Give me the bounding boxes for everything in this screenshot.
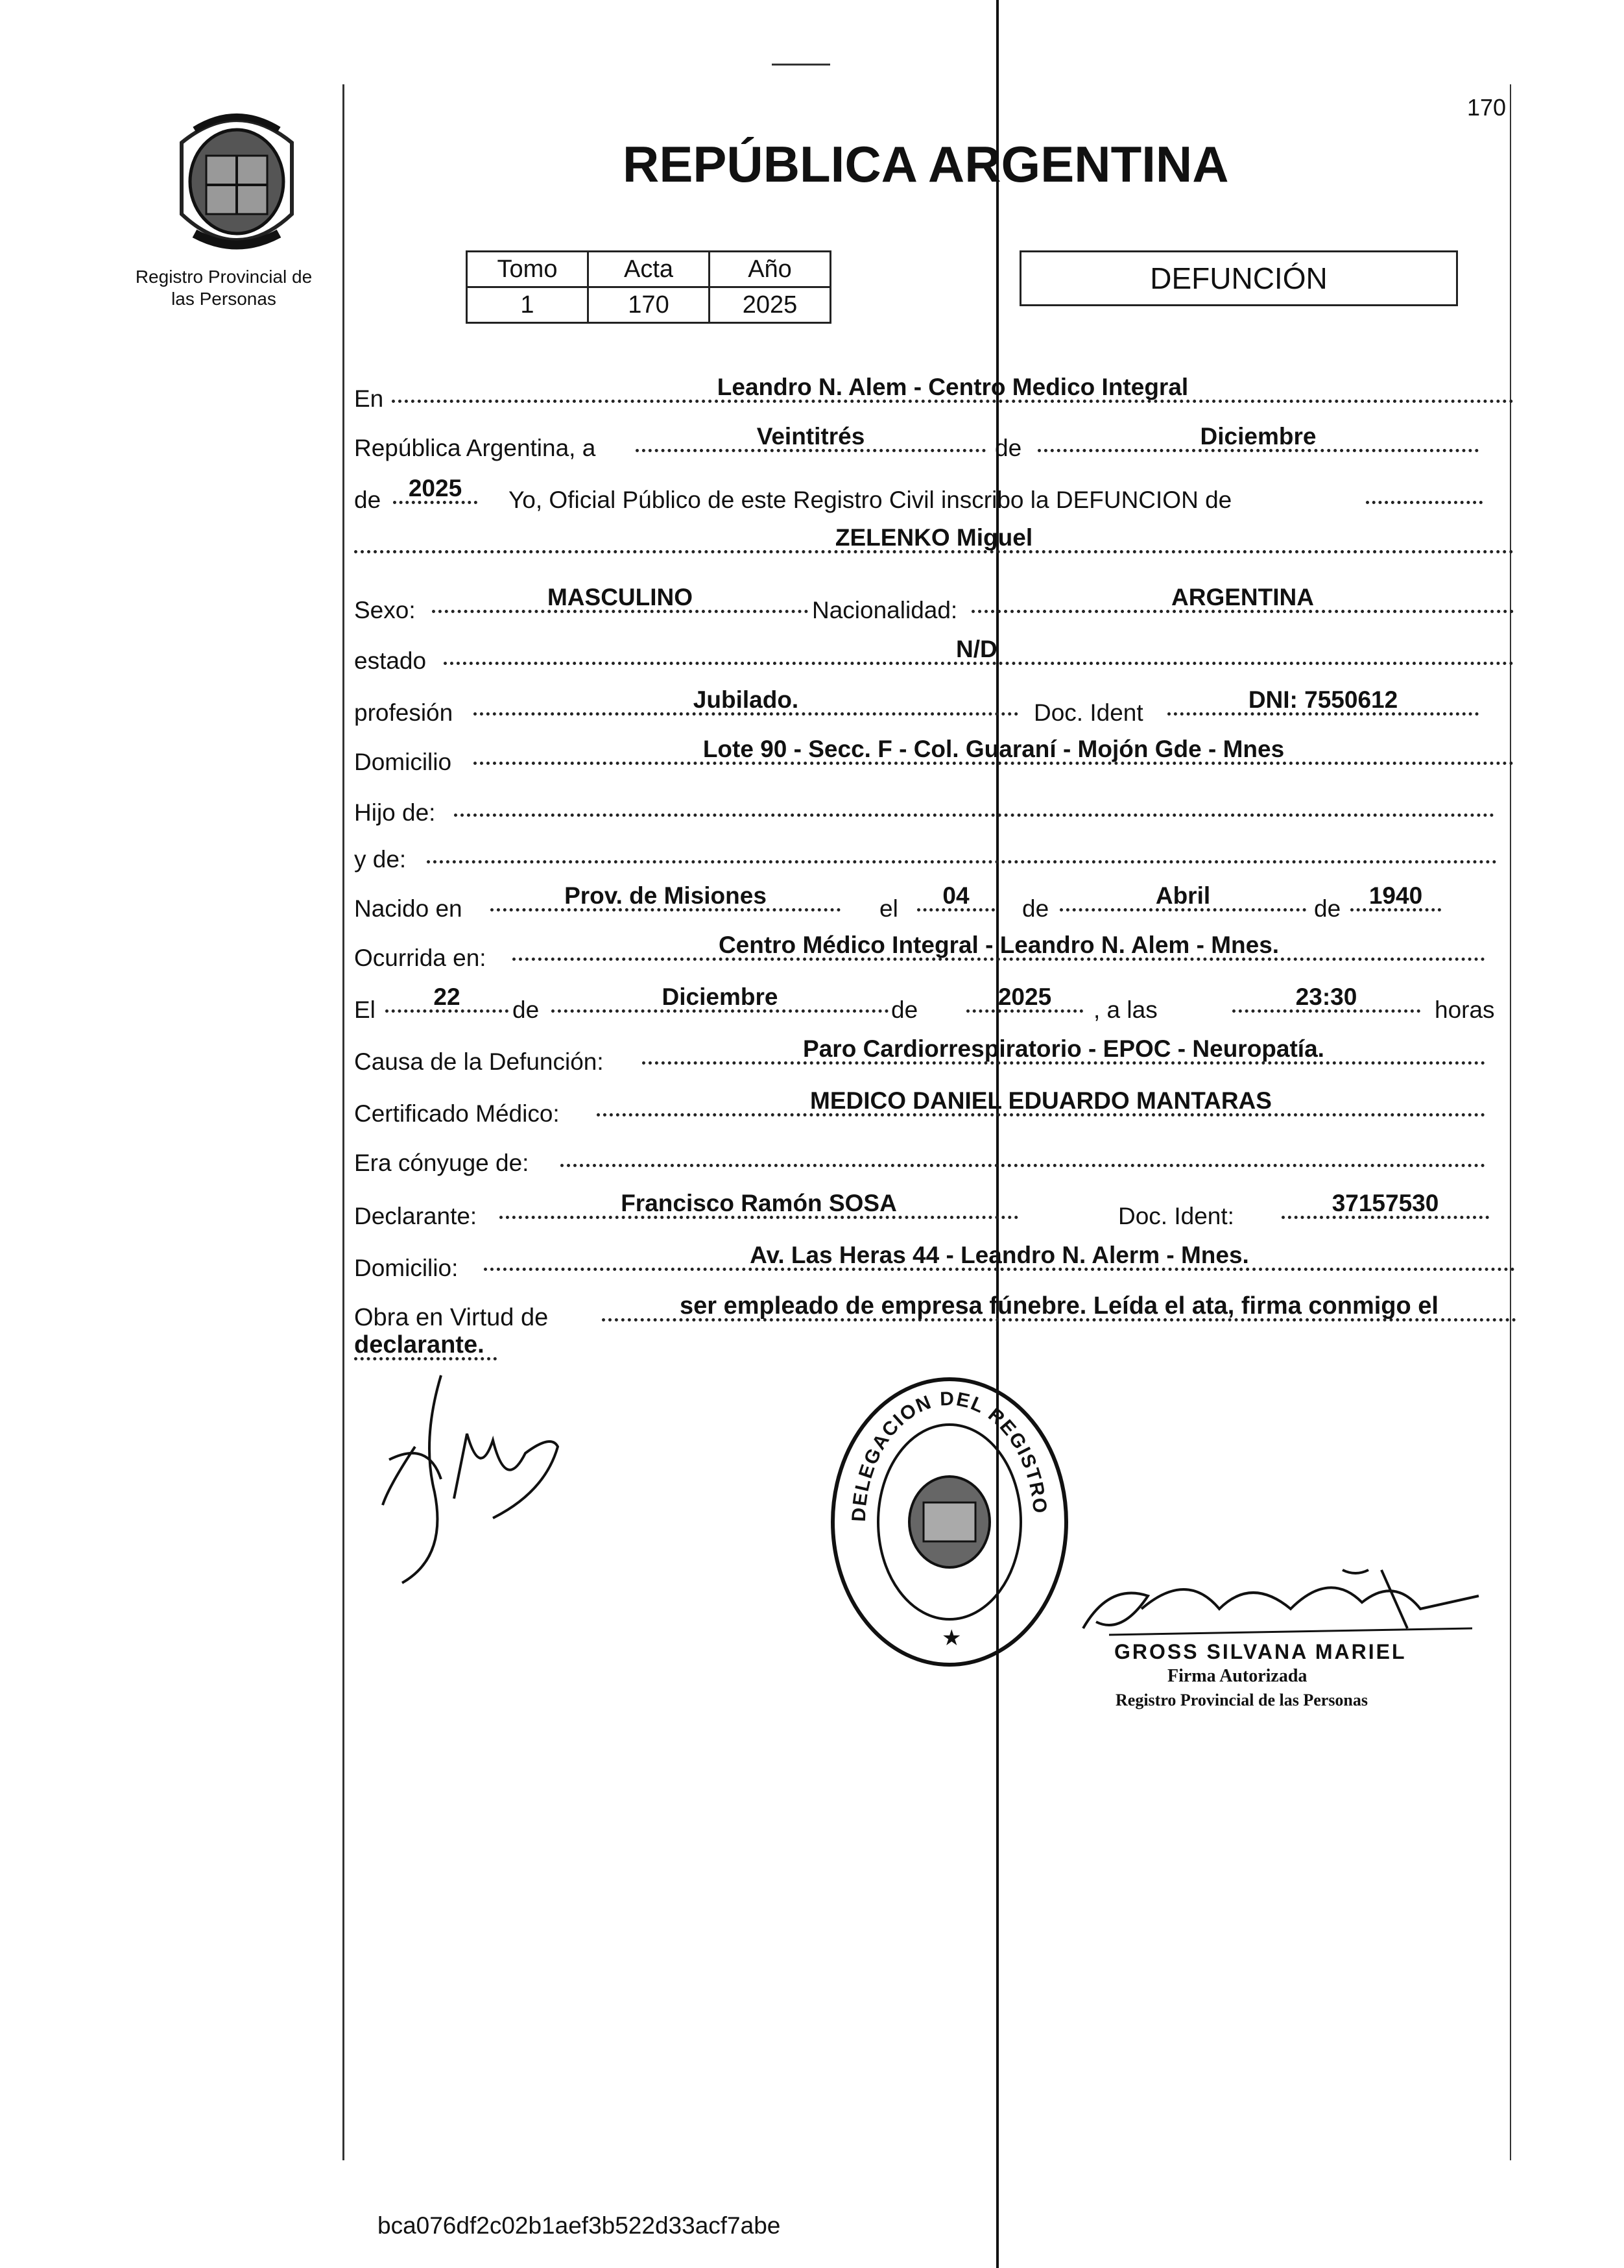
page-title: REPÚBLICA ARGENTINA [623, 136, 1229, 193]
field-obra-line2 [354, 1333, 497, 1360]
field-def-anio [966, 985, 1083, 1013]
field-domicilio [473, 737, 1514, 765]
label-conyuge: Era cónyuge de: [354, 1150, 529, 1176]
value-obra-line2: declarante. [354, 1331, 484, 1358]
value-lugar: Leandro N. Alem - Centro Medico Integral [717, 374, 1189, 400]
logo-caption-line1: Registro Provincial de [135, 267, 313, 287]
value-nombre: ZELENKO Miguel [835, 524, 1033, 551]
value-nac-anio: 1940 [1368, 882, 1423, 909]
field-causa [642, 1037, 1485, 1065]
value-anio: 2025 [408, 475, 462, 501]
value-acta: 170 [588, 287, 710, 323]
label-a-las: , a las [1093, 996, 1158, 1023]
header-anio: Año [710, 252, 831, 287]
field-hijo-de [454, 789, 1494, 817]
value-declarante-domicilio: Av. Las Heras 44 - Leandro N. Alerm - Mnes. [750, 1242, 1249, 1268]
field-obra-line1 [602, 1294, 1516, 1321]
logo-caption-line2: las Personas [171, 289, 276, 309]
field-certificado [597, 1089, 1485, 1116]
field-estado [444, 637, 1514, 665]
label-republica-a: República Argentina, a [354, 435, 596, 461]
value-tomo: 1 [467, 287, 588, 323]
label-horas: horas [1435, 996, 1495, 1023]
header-tomo: Tomo [467, 252, 588, 287]
authorized-office: Registro Provincial de las Personas [1116, 1691, 1368, 1709]
field-defuncion-de [1366, 476, 1483, 504]
label-nacionalidad: Nacionalidad: [812, 597, 958, 623]
authorized-role: Firma Autorizada [1167, 1666, 1308, 1686]
value-ocurrida-en: Centro Médico Integral - Leandro N. Alem - Mnes. [718, 932, 1280, 958]
label-de-5: de [512, 996, 540, 1023]
label-yo-oficial: Yo, Oficial Público de este Registro Civil inscribo la DEFUNCION de [508, 487, 1232, 513]
field-declarante-domicilio [484, 1243, 1515, 1271]
field-nac-dia [917, 884, 995, 911]
value-domicilio: Lote 90 - Secc. F - Col. Guaraní - Mojón Gde - Mnes [702, 736, 1285, 762]
label-nacido-en: Nacido en [354, 895, 462, 922]
value-nac-dia: 04 [942, 882, 970, 909]
field-mes-texto [1038, 424, 1479, 452]
document-type-box: DEFUNCIÓN [1020, 250, 1458, 306]
page-number: 170 [1467, 94, 1507, 121]
value-def-hora: 23:30 [1295, 983, 1357, 1010]
value-nacido-en: Prov. de Misiones [564, 882, 767, 909]
label-de-6: de [891, 996, 918, 1023]
label-domicilio: Domicilio [354, 749, 452, 775]
label-declarante: Declarante: [354, 1203, 477, 1229]
label-hijo-de: Hijo de: [354, 799, 436, 826]
label-de-3: de [1022, 895, 1049, 922]
value-estado: N/D [956, 636, 997, 662]
record-table [466, 250, 831, 324]
field-anio [393, 476, 477, 504]
value-def-dia: 22 [433, 983, 460, 1010]
field-nac-mes [1060, 884, 1306, 911]
official-seal [826, 1373, 1073, 1671]
value-sexo: MASCULINO [547, 584, 693, 610]
field-sexo [432, 585, 808, 613]
field-doc-ident [1167, 688, 1479, 716]
authorized-name: GROSS SILVANA MARIEL [1114, 1640, 1407, 1663]
label-de-4: de [1314, 895, 1341, 922]
seal-ring-text: DELEGACION DEL REGISTRO [848, 1388, 1051, 1523]
label-de-1: de [995, 435, 1022, 461]
field-nombre [354, 525, 1514, 553]
left-margin-line [342, 84, 344, 2160]
top-dash-mark [772, 64, 830, 66]
field-declarante-doc [1282, 1191, 1489, 1219]
coat-of-arms-logo [156, 104, 318, 259]
field-def-mes [551, 985, 889, 1013]
label-y-de: y de: [354, 846, 407, 873]
header-acta: Acta [588, 252, 710, 287]
label-doc-ident2: Doc. Ident: [1118, 1203, 1234, 1229]
field-dia-texto [636, 424, 986, 452]
label-doc-ident: Doc. Ident [1034, 699, 1143, 726]
value-obra-line1: ser empleado de empresa fúnebre. Leída el ata, firma conmigo el [680, 1292, 1439, 1320]
label-en: En [354, 385, 384, 412]
value-declarante: Francisco Ramón SOSA [621, 1190, 897, 1216]
label-domicilio2: Domicilio: [354, 1255, 459, 1281]
label-estado: estado [354, 647, 427, 674]
value-anio: 2025 [710, 287, 831, 323]
scan-center-line [996, 0, 999, 2268]
authorized-signature [1070, 1557, 1485, 1641]
field-declarante [499, 1191, 1018, 1219]
value-dia-texto: Veintitrés [756, 423, 865, 450]
label-de-2: de [354, 487, 381, 513]
field-nacido-en [490, 884, 841, 911]
svg-text:★: ★ [942, 1626, 962, 1650]
field-conyuge [560, 1139, 1485, 1167]
value-mes-texto: Diciembre [1200, 423, 1317, 450]
value-nacionalidad: ARGENTINA [1171, 584, 1314, 610]
label-causa: Causa de la Defunción: [354, 1048, 604, 1075]
logo-caption [117, 266, 331, 310]
value-def-anio: 2025 [997, 983, 1052, 1010]
footer-hash: bca076df2c02b1aef3b522d33acf7abe [377, 2212, 781, 2239]
field-def-dia [385, 985, 508, 1013]
field-def-hora [1232, 985, 1420, 1013]
value-def-mes: Diciembre [662, 983, 778, 1010]
label-profesion: profesión [354, 699, 453, 726]
label-el-cap: El [354, 996, 376, 1023]
field-nac-anio [1350, 884, 1441, 911]
label-sexo: Sexo: [354, 597, 416, 623]
label-obra: Obra en Virtud de [354, 1304, 549, 1331]
label-certificado: Certificado Médico: [354, 1100, 560, 1127]
field-profesion [473, 688, 1018, 716]
label-el: el [879, 895, 898, 922]
declarant-signature [363, 1362, 584, 1596]
field-ocurrida-en [512, 933, 1485, 961]
label-ocurrida-en: Ocurrida en: [354, 945, 486, 971]
field-lugar [392, 375, 1514, 403]
value-causa: Paro Cardiorrespiratorio - EPOC - Neuropatía. [803, 1035, 1324, 1062]
value-declarante-doc: 37157530 [1331, 1190, 1439, 1216]
value-profesion: Jubilado. [693, 686, 799, 713]
value-doc-ident: DNI: 7550612 [1248, 686, 1398, 713]
field-nacionalidad [972, 585, 1514, 613]
value-certificado: MEDICO DANIEL EDUARDO MANTARAS [810, 1087, 1272, 1114]
field-y-de [427, 836, 1497, 863]
value-nac-mes: Abril [1155, 882, 1211, 909]
